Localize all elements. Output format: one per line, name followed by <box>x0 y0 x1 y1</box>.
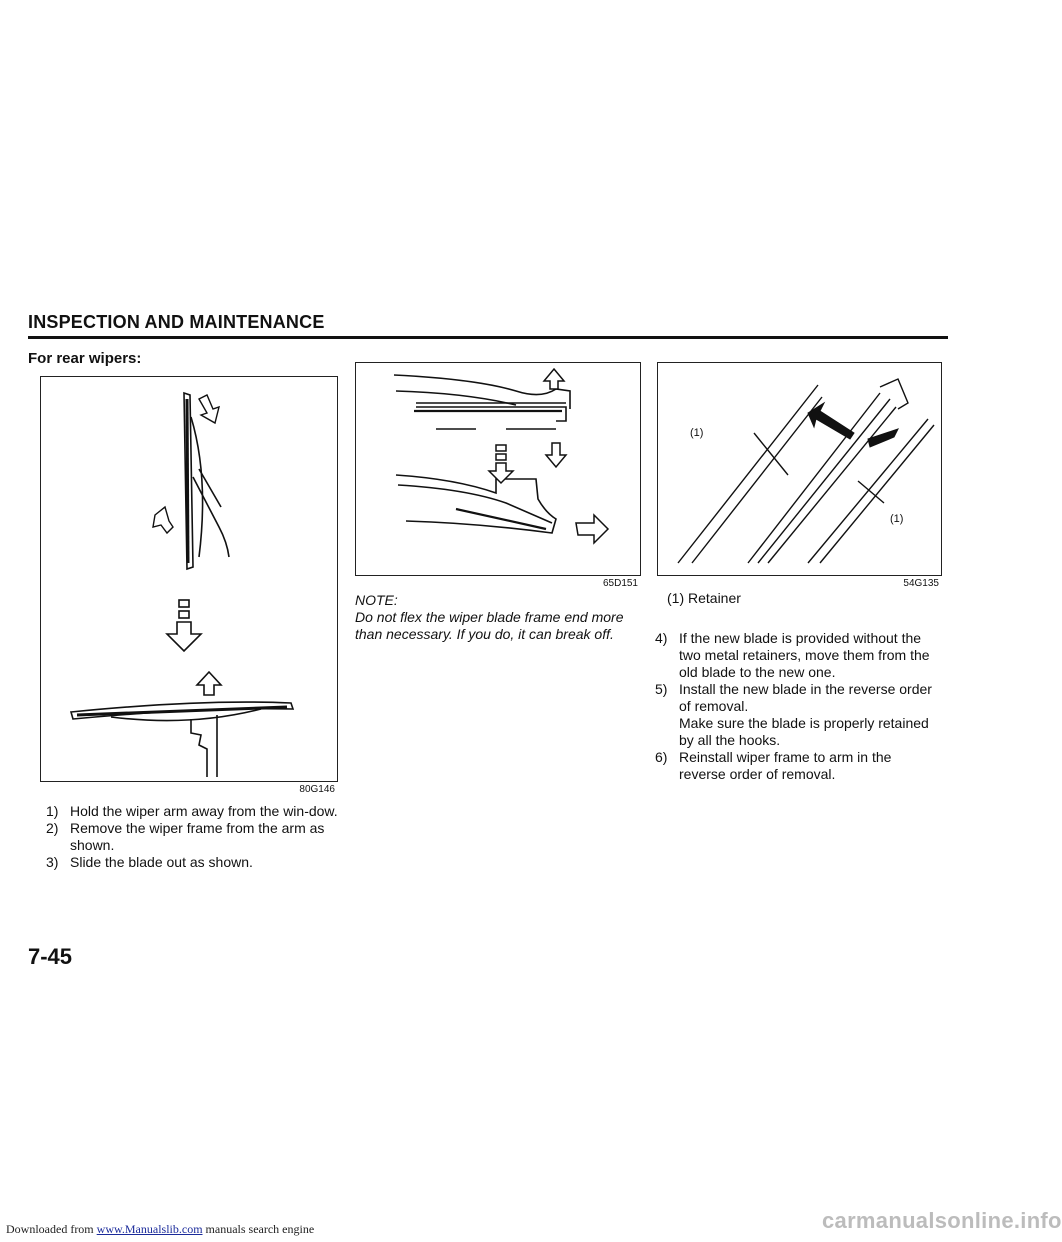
page-header-title: INSPECTION AND MAINTENANCE <box>28 312 325 332</box>
manualslib-link[interactable]: www.Manualslib.com <box>96 1222 203 1236</box>
watermark: carmanualsonline.info <box>822 1208 1062 1233</box>
wiper-removal-drawing <box>41 377 337 781</box>
footer-suffix: manuals search engine <box>202 1222 315 1236</box>
callout-retainer-a: (1) <box>690 427 704 439</box>
step-item: 1) Hold the wiper arm away from the win-dow. <box>46 803 338 819</box>
step-arrow-icon <box>167 600 201 651</box>
figure-blade-frame <box>355 362 641 589</box>
download-footer <box>6 1222 314 1237</box>
figure-wiper-removal <box>40 376 338 795</box>
section-title: For rear wipers: <box>28 350 142 367</box>
step-item: 3) Slide the blade out as shown. <box>46 854 253 870</box>
note-label: NOTE: <box>355 592 398 608</box>
figure-code: 65D151 <box>602 578 638 589</box>
arrow-up-icon <box>544 369 564 389</box>
right-steps <box>655 630 939 783</box>
arrow-up-icon <box>153 507 173 533</box>
figure-retainer <box>657 362 942 589</box>
step-item: 4) If the new blade is provided without the two metal retainers, move them from the old blade to the new one. <box>655 630 930 680</box>
arrow-right-icon <box>576 515 608 543</box>
step-item: 2) Remove the wiper frame from the arm as shown. <box>46 820 325 853</box>
retainer-arrow-icon <box>808 403 898 447</box>
footer-prefix: Downloaded from <box>6 1222 97 1236</box>
arrow-up-icon-2 <box>197 672 221 695</box>
arrow-down-icon <box>489 443 566 483</box>
note-text: Do not flex the wiper blade frame end more than necessary. If you do, it can break off. <box>355 609 624 642</box>
blade-frame-drawing <box>356 363 640 575</box>
figure-code: 54G135 <box>903 578 939 589</box>
left-steps <box>46 803 341 871</box>
arrow-down-icon <box>199 395 219 423</box>
step-item: Make sure the blade is properly retained by all the hooks. <box>679 715 929 748</box>
figure-code: 80G146 <box>299 784 335 795</box>
retainer-drawing <box>658 363 941 575</box>
step-item: 5) Install the new blade in the reverse order of removal. <box>655 681 932 714</box>
figure-legend: (1) Retainer <box>667 590 741 606</box>
step-item: 6) Reinstall wiper frame to arm in the reverse order of removal. <box>655 749 892 782</box>
header-rule <box>28 336 948 339</box>
page-number: 7-45 <box>28 944 73 969</box>
callout-retainer-b: (1) <box>890 513 904 525</box>
